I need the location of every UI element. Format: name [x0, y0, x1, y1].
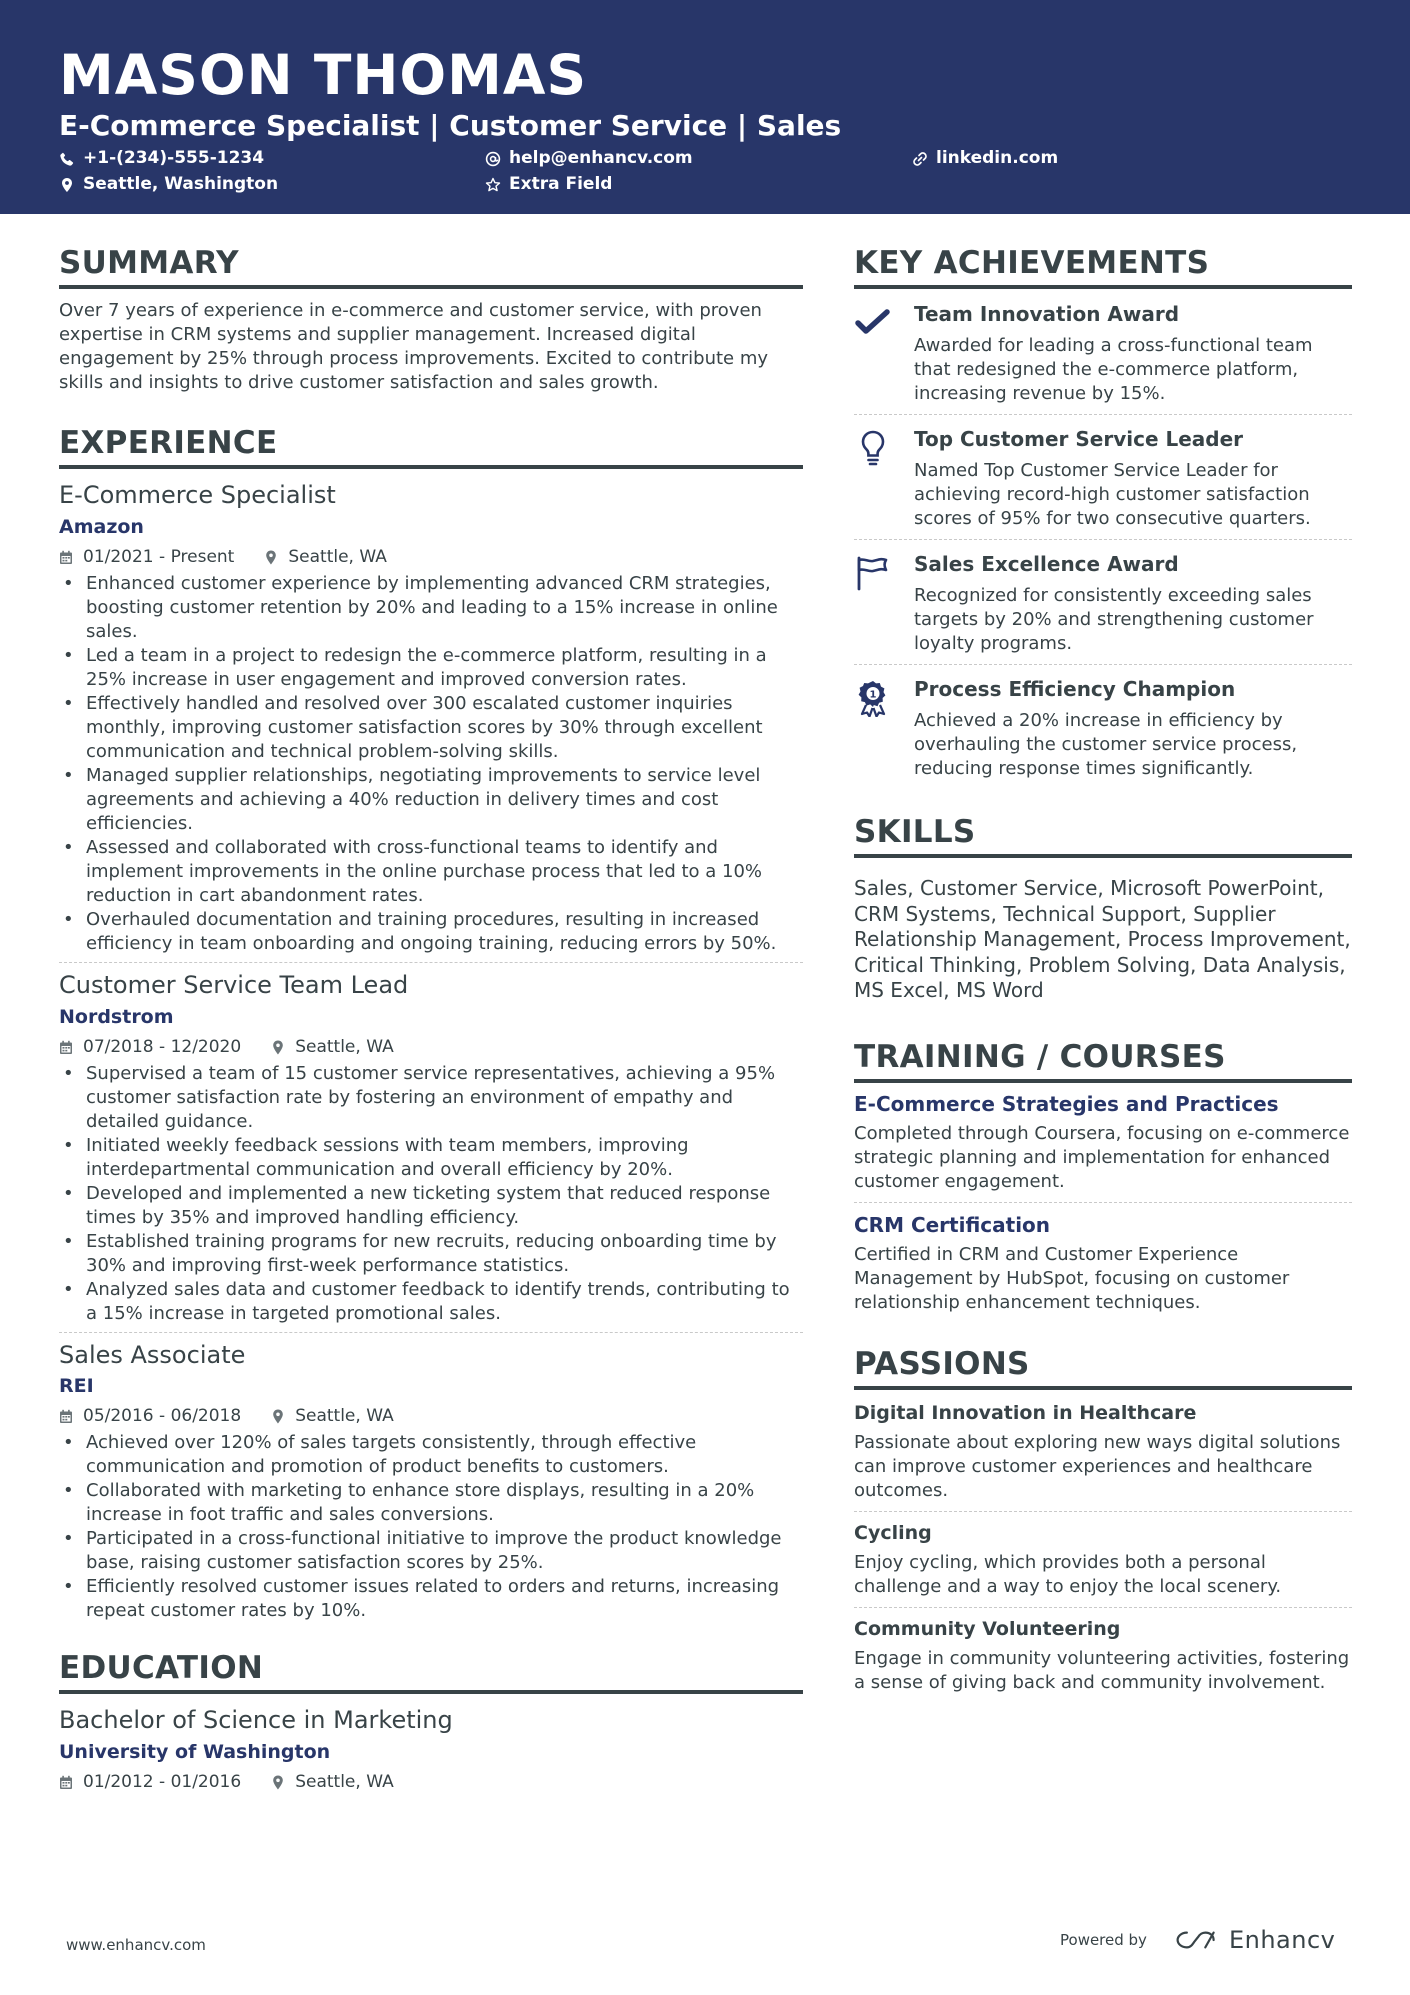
- job-bullet: • Initiated weekly feedback sessions with team members, improving interdepartmental communication and overall efficiency by 20%.: [59, 1134, 803, 1182]
- location-pin-icon: [271, 1775, 285, 1790]
- passion-item: [854, 1608, 1352, 1695]
- course-item: [854, 1203, 1352, 1315]
- degree-title: Bachelor of Science in Marketing: [59, 1706, 453, 1735]
- email-text: help@enhancv.com: [509, 148, 693, 168]
- job-bullet: • Efficiently resolved customer issues related to orders and returns, increasing repeat customer rates by 10%.: [59, 1575, 803, 1623]
- left-column: [59, 245, 803, 1793]
- job-bullet: • Assessed and collaborated with cross-functional teams to identify and implement improvements in the online purchase process that led to a 10% reduction in cart abandonment rates.: [59, 836, 803, 908]
- skills-heading: SKILLS: [854, 817, 1352, 858]
- education-location: Seattle, WA: [295, 1772, 394, 1793]
- job-dates: 07/2018 - 12/2020: [83, 1036, 242, 1057]
- medal-icon: [854, 679, 892, 717]
- job-location: Seattle, WA: [295, 1036, 394, 1057]
- job-bullet: • Developed and implemented a new ticketing system that reduced response times by 35% and improved handling efficiency.: [59, 1182, 803, 1230]
- location-pin-icon: [271, 1409, 285, 1424]
- flag-icon: [854, 554, 892, 592]
- passions-heading: PASSIONS: [854, 1349, 1352, 1390]
- job-meta: [59, 546, 803, 567]
- achievement-title: Top Customer Service Leader: [914, 427, 1244, 451]
- course-title: CRM Certification: [854, 1212, 1051, 1237]
- footer-branding[interactable]: [1060, 1926, 1335, 1954]
- contact-extra: [485, 176, 612, 193]
- achievement-title: Team Innovation Award: [914, 302, 1180, 326]
- contact-website[interactable]: [912, 150, 1058, 167]
- job-title: E-Commerce Specialist: [59, 481, 336, 509]
- checkmark-icon: [854, 304, 892, 342]
- job-meta: [59, 1036, 803, 1057]
- job-bullet: • Enhanced customer experience by implementing advanced CRM strategies, boosting customer retention by 20% and leading to a 15% increase in online sales.: [59, 572, 803, 644]
- location-pin-icon: [264, 550, 278, 565]
- website-text: linkedin.com: [936, 148, 1059, 168]
- job-bullet: • Established training programs for new recruits, reducing onboarding time by 30% and improving first-week performance statistics.: [59, 1230, 803, 1278]
- job-bullet: • Participated in a cross-functional initiative to improve the product knowledge base, raising customer satisfaction scores by 25%.: [59, 1527, 803, 1575]
- job-bullet: • Overhauled documentation and training procedures, resulting in increased efficiency in team onboarding and ongoing training, reducing errors by 50%.: [59, 908, 803, 956]
- job-meta: [59, 1408, 803, 1425]
- passion-item: [854, 1390, 1352, 1512]
- achievement-desc: Recognized for consistently exceeding sales targets by 20% and strengthening customer loyalty programs.: [914, 585, 1314, 654]
- calendar-icon: [59, 1040, 73, 1055]
- achievement-title: Sales Excellence Award: [914, 552, 1179, 576]
- achievement-desc: Named Top Customer Service Leader for achieving record-high customer satisfaction scores of 95% for two consecutive quarters.: [914, 460, 1311, 529]
- skills-text: Sales, Customer Service, Microsoft PowerPoint, CRM Systems, Technical Support, Supplier Relationship Management, Process Improvement, Critical Thinking, Problem Solving, Data Analysis, MS Excel, MS Word: [854, 876, 1351, 1002]
- training-heading: TRAINING / COURSES: [854, 1042, 1352, 1083]
- location-pin-icon: [59, 177, 75, 193]
- job-title: Sales Associate: [59, 1340, 246, 1369]
- passion-title: Community Volunteering: [854, 1617, 1121, 1640]
- phone-icon: [59, 151, 75, 167]
- achievement-title: Process Efficiency Champion: [914, 677, 1236, 701]
- experience-heading: EXPERIENCE: [59, 428, 803, 469]
- calendar-icon: [59, 1775, 73, 1790]
- candidate-name: MASON THOMAS: [59, 43, 588, 107]
- enhancv-brand: Enhancv: [1228, 1926, 1336, 1954]
- job-location: Seattle, WA: [295, 1406, 394, 1427]
- job-location: Seattle, WA: [288, 546, 387, 567]
- powered-by-text: Powered by: [1060, 1931, 1147, 1949]
- achievement-desc: Achieved a 20% increase in efficiency by overhauling the customer service process, reducing response times significantly.: [914, 710, 1298, 779]
- job-bullet: • Supervised a team of 15 customer service representatives, achieving a 95% customer satisfaction rate by fostering an environment of empathy and detailed guidance.: [59, 1062, 803, 1134]
- phone-text: +1-(234)-555-1234: [83, 148, 265, 168]
- achievement-item: [854, 665, 1352, 789]
- passion-title: Digital Innovation in Healthcare: [854, 1401, 1197, 1424]
- course-item: [854, 1083, 1352, 1203]
- resume-header: [0, 0, 1410, 214]
- job-bullets: [59, 1431, 803, 1623]
- job-entry: [59, 1341, 803, 1624]
- contact-phone[interactable]: [59, 150, 264, 167]
- education-heading: EDUCATION: [59, 1653, 803, 1694]
- calendar-icon: [59, 550, 73, 565]
- company-name: Nordstrom: [59, 1005, 174, 1028]
- at-icon: [485, 151, 501, 167]
- achievement-desc: Awarded for leading a cross-functional team that redesigned the e-commerce platform, increasing revenue by 15%.: [914, 335, 1313, 404]
- job-entry: [59, 481, 803, 963]
- candidate-title: E-Commerce Specialist | Customer Service | Sales: [59, 109, 842, 142]
- education-dates: 01/2012 - 01/2016: [83, 1772, 242, 1793]
- lightbulb-icon: [854, 429, 892, 467]
- education-meta: [59, 1774, 803, 1791]
- company-name: Amazon: [59, 515, 144, 538]
- achievement-item: [854, 289, 1352, 415]
- summary-heading: SUMMARY: [59, 248, 803, 289]
- job-bullets: [59, 1062, 803, 1326]
- job-dates: 01/2021 - Present: [83, 546, 235, 567]
- summary-text: Over 7 years of experience in e-commerce and customer service, with proven expertise in CRM systems and supplier management. Increased digital engagement by 25% through process improvements. Excited to contribute my skills and insights to drive customer satisfaction and sales growth.: [59, 300, 769, 393]
- job-bullet: • Led a team in a project to redesign the e-commerce platform, resulting in a 25% increase in user engagement and improved conversion rates.: [59, 644, 803, 692]
- passion-desc: Enjoy cycling, which provides both a personal challenge and a way to enjoy the local scenery.: [854, 1551, 1282, 1597]
- calendar-icon: [59, 1409, 73, 1424]
- contact-location: [59, 176, 278, 193]
- footer-website[interactable]: www.enhancv.com: [66, 1936, 206, 1954]
- contact-email[interactable]: [485, 150, 693, 167]
- job-bullets: [59, 572, 803, 956]
- school-name: University of Washington: [59, 1741, 331, 1764]
- job-bullet: • Managed supplier relationships, negotiating improvements to service level agreements and achieving a 40% reduction in delivery times and cost efficiencies.: [59, 764, 803, 836]
- location-text: Seattle, Washington: [83, 174, 279, 194]
- course-title: E-Commerce Strategies and Practices: [854, 1091, 1279, 1116]
- enhancv-logo-icon: [1173, 1928, 1221, 1952]
- achievement-item: [854, 540, 1352, 665]
- passion-title: Cycling: [854, 1521, 932, 1544]
- passion-desc: Engage in community volunteering activities, fostering a sense of giving back and community involvement.: [854, 1647, 1350, 1693]
- job-bullet: • Analyzed sales data and customer feedback to identify trends, contributing to a 15% increase in targeted promotional sales.: [59, 1278, 803, 1326]
- star-icon: [485, 177, 501, 193]
- location-pin-icon: [271, 1040, 285, 1055]
- job-entry: [59, 971, 803, 1333]
- job-dates: 05/2016 - 06/2018: [83, 1406, 242, 1427]
- right-column: [854, 245, 1352, 1695]
- passion-item: [854, 1512, 1352, 1608]
- job-bullet: • Effectively handled and resolved over 300 escalated customer inquiries monthly, improving customer satisfaction scores by 30% through excellent communication and technical problem-solving skills.: [59, 692, 803, 764]
- extra-field-text: Extra Field: [509, 174, 613, 194]
- job-bullet: • Collaborated with marketing to enhance store displays, resulting in a 20% increase in foot traffic and sales conversions.: [59, 1479, 803, 1527]
- job-title: Customer Service Team Lead: [59, 970, 409, 999]
- achievement-item: [854, 415, 1352, 540]
- achievements-heading: KEY ACHIEVEMENTS: [854, 248, 1352, 289]
- company-name: REI: [59, 1375, 94, 1398]
- course-desc: Certified in CRM and Customer Experience Management by HubSpot, focusing on customer relationship enhancement techniques.: [854, 1243, 1290, 1313]
- link-icon: [912, 151, 928, 167]
- passion-desc: Passionate about exploring new ways digital solutions can improve customer experiences and healthcare outcomes.: [854, 1431, 1341, 1501]
- course-desc: Completed through Coursera, focusing on e-commerce strategic planning and implementation for enhanced customer engagement.: [854, 1122, 1350, 1192]
- svg-text:1: 1: [869, 689, 877, 701]
- job-bullet: • Achieved over 120% of sales targets consistently, through effective communication and promotion of product benefits to customers.: [59, 1431, 803, 1479]
- education-entry: [59, 1706, 803, 1791]
